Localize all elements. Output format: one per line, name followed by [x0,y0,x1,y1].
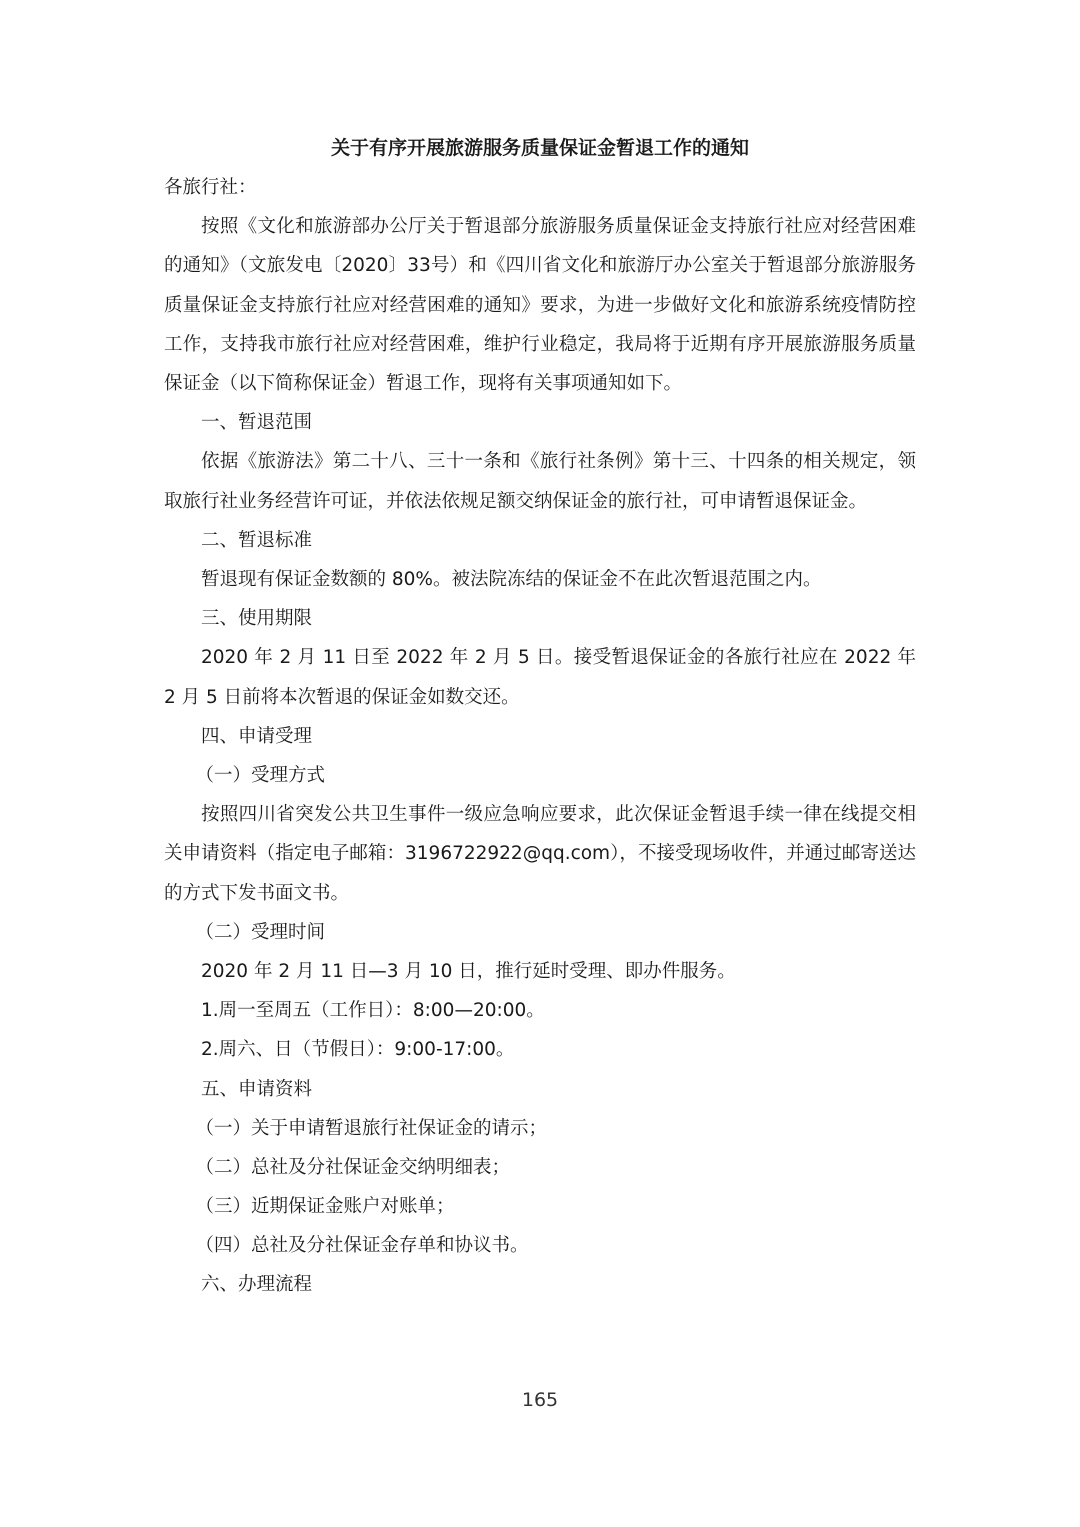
section-heading-process: 六、办理流程 [201,1274,313,1296]
page-number: 165 [521,1389,559,1411]
section-heading-standard: 二、暂退标准 [201,529,313,551]
document-body [164,128,916,1305]
section-heading-application: 四、申请受理 [201,725,313,747]
section-body-standard: 暂退现有保证金数额的 80%。被法院冻结的保证金不在此次暂退范围之内。 [201,568,822,590]
section-heading-materials: 五、申请资料 [201,1078,313,1100]
time-item-weekend: 2.周六、日（节假日）：9:00-17:00。 [201,1039,515,1061]
material-item-3: （三）近期保证金账户对账单； [195,1196,455,1218]
subsection-body-time: 2020 年 2 月 11 日—3 月 10 日，推行延时受理、即办件服务。 [201,960,736,982]
subsection-body-method: 按照四川省突发公共卫生事件一级应急响应要求，此次保证金暂退手续一律在线提交相关申请资料（指定电子邮箱：3196722922@qq.com），不接受现场收件，并通过邮寄送达的方式下发书面文书。 [164,804,916,904]
document-title: 关于有序开展旅游服务质量保证金暂退工作的通知 [330,137,749,159]
section-heading-scope: 一、暂退范围 [201,412,313,434]
section-body-period: 2020 年 2 月 11 日至 2022 年 2 月 5 日。接受暂退保证金的各旅行社应在 2022 年 2 月 5 日前将本次暂退的保证金如数交还。 [164,647,916,708]
time-item-weekday: 1.周一至周五（工作日）：8:00—20:00。 [201,1000,545,1022]
subsection-heading-time: （二）受理时间 [195,921,325,943]
material-item-1: （一）关于申请暂退旅行社保证金的请示； [195,1117,547,1139]
salutation: 各旅行社： [164,177,257,198]
material-item-4: （四）总社及分社保证金存单和协议书。 [195,1235,529,1257]
subsection-heading-method: （一）受理方式 [195,764,325,786]
intro-paragraph: 按照《文化和旅游部办公厅关于暂退部分旅游服务质量保证金支持旅行社应对经营困难的通知》（文旅发电〔2020〕33号）和《四川省文化和旅游厅办公室关于暂退部分旅游服务质量保证金支持旅行社应对经营困难的通知》要求，为进一步做好文化和旅游系统疫情防控工作，支持我市旅行社应对经营困难，维护行业稳定，我局将于近期有序开展旅游服务质量保证金（以下简称保证金）暂退工作，现将有关事项通知如下。 [164,216,916,394]
material-item-2: （二）总社及分社保证金交纳明细表； [195,1156,510,1178]
section-body-scope: 依据《旅游法》第二十八、三十一条和《旅行社条例》第十三、十四条的相关规定，领取旅行社业务经营许可证，并依法依规足额交纳保证金的旅行社，可申请暂退保证金。 [164,451,916,512]
section-heading-period: 三、使用期限 [201,608,313,630]
